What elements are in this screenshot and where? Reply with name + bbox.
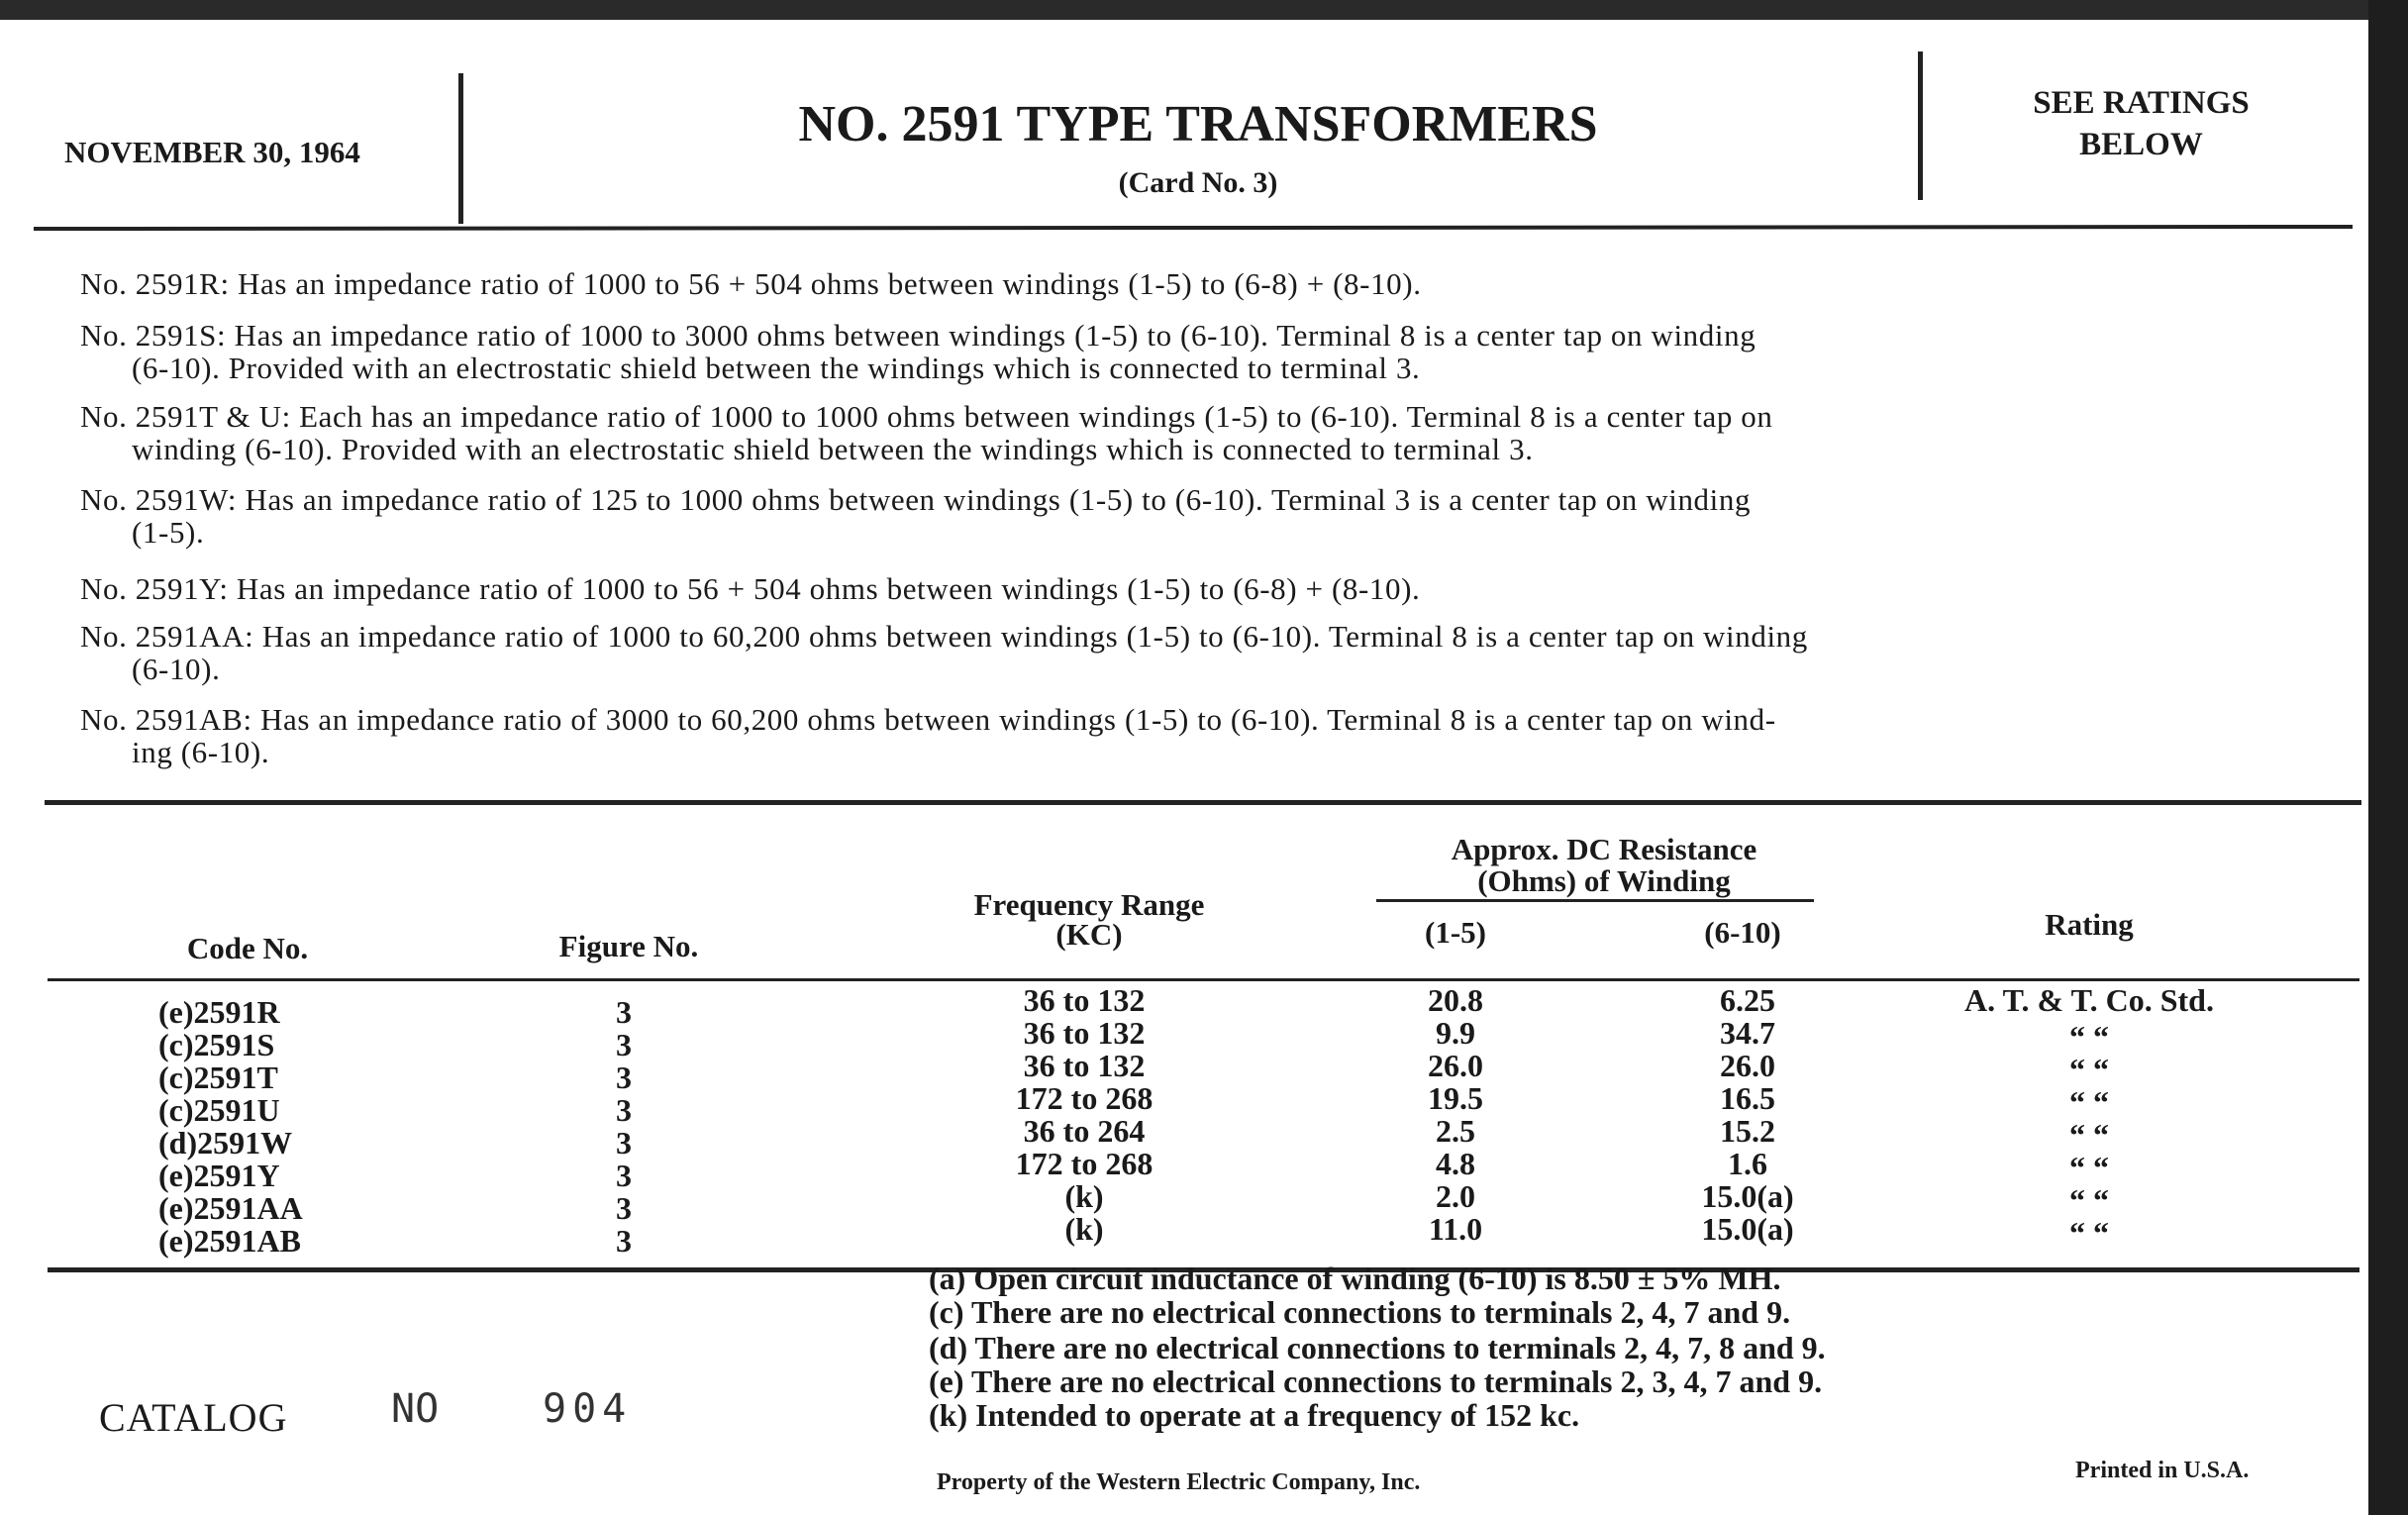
cell-resistance-6-10: 34.7 xyxy=(1720,1015,1775,1051)
cell-figure: 3 xyxy=(616,1223,632,1259)
cell-code: (c)2591S xyxy=(158,1027,275,1062)
column-header-winding-1-5: (1-5) xyxy=(1425,915,1486,950)
description-code: No. 2591W: xyxy=(80,482,238,517)
column-header-winding-6-10: (6-10) xyxy=(1704,915,1781,950)
cell-frequency: 172 to 268 xyxy=(1015,1146,1154,1181)
cell-resistance-1-5: 20.8 xyxy=(1428,982,1483,1018)
cell-code: (e)2591Y xyxy=(158,1158,280,1193)
cell-figure: 3 xyxy=(616,1125,632,1161)
cell-rating: “ “ xyxy=(2069,1182,2109,1218)
description-continuation: (6-10). xyxy=(132,652,221,686)
description-2591t-u xyxy=(80,400,2320,465)
card-date: NOVEMBER 30, 1964 xyxy=(64,135,360,169)
cell-resistance-1-5: 19.5 xyxy=(1428,1080,1483,1116)
description-code: No. 2591T & U: xyxy=(80,399,291,434)
cell-rating: “ “ xyxy=(2069,1215,2109,1251)
footnote-a: (a) Open circuit inductance of winding (6-10) is 8.50 ± 5% MH. xyxy=(929,1261,1781,1296)
header-rule xyxy=(34,225,2353,231)
description-text: Each has an impedance ratio of 1000 to 1000 ohms between windings (1-5) to (6-10). Terminal 8 is a center tap on xyxy=(299,399,1773,434)
cell-figure: 3 xyxy=(616,1060,632,1095)
catalog-label: CATALOG xyxy=(99,1395,288,1440)
property-notice: Property of the Western Electric Company, Inc. xyxy=(937,1469,1421,1495)
cell-figure: 3 xyxy=(616,1027,632,1062)
printed-notice: Printed in U.S.A. xyxy=(2075,1458,2250,1483)
cell-frequency: 172 to 268 xyxy=(1015,1080,1154,1116)
column-header-frequency-line1: Frequency Range xyxy=(973,887,1205,922)
catalog-number: 904 xyxy=(543,1386,633,1432)
cell-code: (c)2591T xyxy=(158,1060,278,1095)
cell-resistance-6-10: 1.6 xyxy=(1728,1146,1767,1181)
cell-rating: “ “ xyxy=(2069,1150,2109,1185)
column-header-frequency-line2: (KC) xyxy=(1055,917,1123,952)
description-2591aa xyxy=(80,620,2320,685)
cell-rating: “ “ xyxy=(2069,1019,2109,1055)
cell-resistance-1-5: 2.0 xyxy=(1436,1178,1475,1214)
cell-resistance-6-10: 15.0(a) xyxy=(1701,1211,1794,1247)
cell-figure: 3 xyxy=(616,1190,632,1226)
description-code: No. 2591AA: xyxy=(80,619,254,654)
description-continuation: winding (6-10). Provided with an electrostatic shield between the windings which is connected to terminal 3. xyxy=(132,432,1534,466)
description-text: Has an impedance ratio of 125 to 1000 ohms between windings (1-5) to (6-10). Terminal 3 is a center tap on winding xyxy=(245,482,1752,517)
cell-figure: 3 xyxy=(616,1092,632,1128)
table-top-rule xyxy=(45,800,2361,805)
page-title: NO. 2591 TYPE TRANSFORMERS xyxy=(798,96,1598,152)
column-header-resistance-line1: Approx. DC Resistance xyxy=(1451,832,1757,866)
footnote-c: (c) There are no electrical connections to terminals 2, 4, 7 and 9. xyxy=(929,1294,1791,1330)
description-2591w xyxy=(80,483,2320,549)
cell-rating: A. T. & T. Co. Std. xyxy=(1964,982,2214,1018)
footnote-d: (d) There are no electrical connections to terminals 2, 4, 7, 8 and 9. xyxy=(929,1330,1826,1365)
cell-code: (e)2591R xyxy=(158,994,280,1030)
description-code: No. 2591Y: xyxy=(80,571,229,606)
cell-resistance-1-5: 2.5 xyxy=(1436,1113,1475,1149)
description-text: Has an impedance ratio of 1000 to 56 + 504 ohms between windings (1-5) to (6-8) + (8-10). xyxy=(236,571,1421,606)
column-header-rating: Rating xyxy=(2045,907,2134,942)
ratings-note-line2: BELOW xyxy=(2079,127,2203,162)
cell-code: (e)2591AB xyxy=(158,1223,301,1259)
footnote-k: (k) Intended to operate at a frequency of 152 kc. xyxy=(929,1397,1580,1433)
cell-frequency: (k) xyxy=(1064,1211,1104,1247)
cell-resistance-6-10: 15.2 xyxy=(1720,1113,1775,1149)
table-header-rule xyxy=(48,978,2359,981)
cell-rating: “ “ xyxy=(2069,1052,2109,1087)
column-header-resistance-line2: (Ohms) of Winding xyxy=(1477,863,1731,898)
card-number: (Card No. 3) xyxy=(1118,166,1278,199)
cell-resistance-1-5: 11.0 xyxy=(1428,1211,1483,1247)
description-2591s xyxy=(80,319,2320,384)
footnote-e: (e) There are no electrical connections to terminals 2, 3, 4, 7 and 9. xyxy=(929,1364,1823,1399)
cell-rating: “ “ xyxy=(2069,1084,2109,1120)
scan-top-edge xyxy=(0,0,2408,20)
resistance-header-rule xyxy=(1376,899,1814,902)
description-text: Has an impedance ratio of 1000 to 3000 ohms between windings (1-5) to (6-10). Terminal 8 is a center tap on winding xyxy=(234,318,1756,353)
cell-rating: “ “ xyxy=(2069,1117,2109,1153)
cell-resistance-6-10: 6.25 xyxy=(1720,982,1775,1018)
cell-code: (e)2591AA xyxy=(158,1190,303,1226)
cell-resistance-1-5: 26.0 xyxy=(1428,1048,1483,1083)
description-code: No. 2591R: xyxy=(80,266,230,301)
description-code: No. 2591AB: xyxy=(80,702,252,737)
scan-right-edge xyxy=(2368,0,2408,1515)
description-text: Has an impedance ratio of 1000 to 60,200 ohms between windings (1-5) to (6-10). Terminal 8 is a center tap on winding xyxy=(261,619,1808,654)
cell-frequency: 36 to 132 xyxy=(1023,1015,1146,1051)
cell-resistance-6-10: 16.5 xyxy=(1720,1080,1775,1116)
cell-frequency: 36 to 132 xyxy=(1023,982,1146,1018)
description-2591y xyxy=(80,572,2320,605)
cell-frequency: (k) xyxy=(1064,1178,1104,1214)
description-text: Has an impedance ratio of 1000 to 56 + 504 ohms between windings (1-5) to (6-8) + (8-10). xyxy=(238,266,1422,301)
column-header-figure: Figure No. xyxy=(558,929,699,963)
header-divider-left xyxy=(458,73,463,224)
description-continuation: (6-10). Provided with an electrostatic shield between the windings which is connected to terminal 3. xyxy=(132,351,1421,385)
cell-resistance-6-10: 26.0 xyxy=(1720,1048,1775,1083)
description-continuation: (1-5). xyxy=(132,515,205,550)
description-2591r xyxy=(80,267,2320,300)
cell-resistance-1-5: 9.9 xyxy=(1436,1015,1475,1051)
column-header-code: Code No. xyxy=(186,931,309,965)
header-divider-right xyxy=(1918,51,1923,200)
cell-figure: 3 xyxy=(616,994,632,1030)
cell-frequency: 36 to 132 xyxy=(1023,1048,1146,1083)
cell-code: (c)2591U xyxy=(158,1092,280,1128)
description-continuation: ing (6-10). xyxy=(132,735,270,769)
cell-frequency: 36 to 264 xyxy=(1023,1113,1146,1149)
catalog-no-label: NO xyxy=(391,1386,440,1432)
cell-figure: 3 xyxy=(616,1158,632,1193)
ratings-note-line1: SEE RATINGS xyxy=(2033,85,2250,121)
cell-resistance-6-10: 15.0(a) xyxy=(1701,1178,1794,1214)
description-text: Has an impedance ratio of 3000 to 60,200 ohms between windings (1-5) to (6-10). Terminal 8 is a center tap on wind- xyxy=(260,702,1776,737)
cell-code: (d)2591W xyxy=(158,1125,293,1161)
description-code: No. 2591S: xyxy=(80,318,227,353)
cell-resistance-1-5: 4.8 xyxy=(1436,1146,1475,1181)
description-2591ab xyxy=(80,703,2320,768)
